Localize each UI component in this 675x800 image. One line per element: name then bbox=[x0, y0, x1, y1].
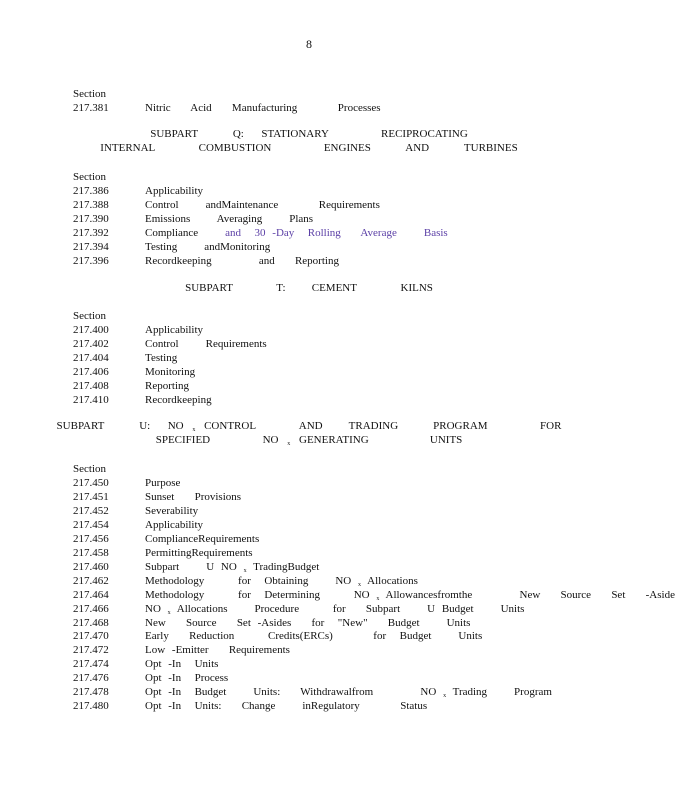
section-number: 217.410 bbox=[73, 393, 109, 406]
page-number: 8 bbox=[306, 37, 312, 51]
subscript-x: x bbox=[443, 693, 447, 700]
section-number: 217.381 bbox=[73, 102, 109, 114]
toc-entry bbox=[73, 477, 593, 491]
section-title bbox=[145, 547, 253, 559]
section-title-text: Opt -In Units bbox=[145, 658, 219, 671]
toc-entry bbox=[73, 352, 593, 366]
subpart-heading: SPECIFIED NO $_x$ GENERATING UNITS bbox=[155, 434, 463, 447]
toc-entry bbox=[73, 700, 593, 714]
section-title-text: Applicability bbox=[145, 185, 204, 197]
section-number: 217.470 bbox=[73, 630, 109, 643]
toc-entry bbox=[73, 213, 593, 227]
subpart-heading: SUBPART U: NO $_x$ CONTROL AND TRADING PROGRAM FOR bbox=[56, 420, 562, 433]
section-number: 217.454 bbox=[73, 518, 109, 531]
section-title-text: ComplianceRequirements bbox=[145, 532, 260, 545]
section-number: 217.466 bbox=[73, 602, 109, 615]
toc-entry bbox=[73, 102, 593, 116]
section-title bbox=[145, 199, 380, 211]
toc-entry bbox=[73, 617, 593, 631]
toc-entry bbox=[73, 380, 593, 394]
section-number: 217.472 bbox=[73, 644, 109, 657]
section-number: 217.388 bbox=[73, 198, 109, 211]
section-title-text: New Source Set -Asides for "New" Budget Units bbox=[145, 616, 471, 629]
section-number: 217.400 bbox=[73, 324, 109, 336]
toc-entry bbox=[73, 491, 593, 505]
toc-entry bbox=[73, 324, 593, 338]
section-number: 217.452 bbox=[73, 504, 109, 517]
section-title bbox=[145, 644, 290, 656]
section-title-text: Severability bbox=[145, 504, 199, 517]
section-number: 217.474 bbox=[73, 658, 109, 671]
section-number: 217.396 bbox=[73, 254, 109, 267]
section-number: 217.392 bbox=[73, 226, 109, 239]
section-number: 217.451 bbox=[73, 490, 109, 503]
section-title bbox=[145, 686, 552, 699]
section-title-text: Applicability bbox=[145, 324, 204, 336]
section-title bbox=[145, 352, 177, 364]
section-title-text: Control andMaintenance Requirements bbox=[145, 198, 380, 211]
toc-entry bbox=[73, 255, 593, 269]
section-label: Section bbox=[73, 310, 106, 322]
section-title bbox=[145, 380, 189, 392]
section-number: 217.404 bbox=[73, 351, 109, 364]
section-title bbox=[145, 575, 418, 588]
section-number: 217.462 bbox=[73, 574, 109, 587]
section-title bbox=[145, 213, 313, 225]
section-title-text: Methodology for Determining NO $_x$ Allowancesfromthe New Source Set -Aside bbox=[145, 588, 675, 602]
section-number: 217.476 bbox=[73, 672, 109, 685]
toc-entry bbox=[73, 519, 593, 533]
subscript-x: x bbox=[357, 581, 361, 588]
toc-entry bbox=[73, 672, 593, 686]
section-number: 217.390 bbox=[73, 212, 109, 225]
section-title bbox=[145, 617, 470, 629]
section-title-text: Opt -In Units: Change inRegulatory Status bbox=[145, 700, 428, 713]
section-number: 217.458 bbox=[73, 546, 109, 559]
subpart-heading: INTERNAL COMBUSTION ENGINES AND TURBINES bbox=[100, 142, 518, 154]
section-title bbox=[145, 227, 448, 239]
section-title bbox=[145, 533, 259, 545]
section-number: 217.450 bbox=[73, 477, 109, 489]
section-label: Section bbox=[73, 463, 106, 475]
section-title-text: Applicability bbox=[145, 518, 204, 531]
section-title bbox=[145, 505, 198, 517]
toc-entry bbox=[73, 603, 593, 617]
section-title-text: Recordkeeping bbox=[145, 393, 212, 406]
toc-entry bbox=[73, 394, 593, 408]
section-title bbox=[145, 561, 319, 574]
section-title-text: Recordkeeping and Reporting bbox=[145, 254, 339, 267]
section-title bbox=[145, 672, 228, 684]
toc-entry bbox=[73, 227, 593, 241]
section-title-text: Opt -In Budget Units: Withdrawalfrom NO $_x$ Trading Program bbox=[145, 686, 552, 700]
toc-entry bbox=[73, 644, 593, 658]
section-title bbox=[145, 658, 218, 670]
section-title bbox=[145, 185, 203, 197]
toc-entry bbox=[73, 533, 593, 547]
section-title-text: Monitoring bbox=[145, 365, 196, 378]
section-number: 217.460 bbox=[73, 560, 109, 573]
section-number: 217.480 bbox=[73, 700, 109, 713]
section-title-text: Opt -In Process bbox=[145, 672, 229, 685]
section-title bbox=[145, 255, 339, 267]
section-title bbox=[145, 394, 212, 406]
subscript-x: x bbox=[287, 441, 291, 447]
section-number: 217.464 bbox=[73, 588, 109, 601]
section-title-text: Testing andMonitoring bbox=[145, 240, 271, 253]
section-title-text: Purpose bbox=[145, 477, 181, 489]
section-number: 217.402 bbox=[73, 337, 109, 350]
section-title bbox=[145, 338, 267, 350]
section-number: 217.394 bbox=[73, 240, 109, 253]
toc-entry bbox=[73, 199, 593, 213]
section-title-text: PermittingRequirements bbox=[145, 546, 253, 559]
section-title-text: Subpart U NO $_x$ TradingBudget bbox=[145, 560, 320, 574]
section-title-text: Low -Emitter Requirements bbox=[145, 644, 290, 657]
toc-entry bbox=[73, 630, 593, 644]
subpart-heading: SUBPART T: CEMENT KILNS bbox=[185, 282, 433, 294]
toc-entry bbox=[73, 588, 675, 603]
section-title-text: Early Reduction Credits(ERCs) for Budget Units bbox=[145, 630, 483, 643]
toc-entry bbox=[73, 241, 593, 255]
subscript-x: x bbox=[192, 427, 196, 433]
section-title bbox=[145, 603, 524, 616]
toc-entry bbox=[73, 547, 593, 561]
toc-entry bbox=[73, 561, 593, 575]
toc-entry bbox=[73, 505, 593, 519]
section-title-text: Nitric Acid Manufacturing Processes bbox=[145, 102, 381, 114]
toc-entry bbox=[73, 366, 593, 380]
section-title-text: Methodology for Obtaining NO $_x$ Allocations bbox=[145, 574, 418, 588]
section-title-text: Compliance bbox=[145, 226, 199, 239]
section-title bbox=[145, 589, 675, 602]
section-title-text: Control Requirements bbox=[145, 337, 267, 350]
toc-entry bbox=[73, 686, 593, 700]
subpart-heading: SUBPART Q: STATIONARY RECIPROCATING bbox=[150, 128, 468, 140]
section-title bbox=[145, 477, 180, 489]
subscript-x: x bbox=[376, 595, 380, 602]
section-title bbox=[145, 700, 427, 712]
section-number: 217.386 bbox=[73, 185, 109, 197]
section-title-text: Reporting bbox=[145, 379, 189, 392]
section-title bbox=[145, 630, 482, 642]
section-title-text: Emissions Averaging Plans bbox=[145, 212, 314, 225]
section-label: Section bbox=[73, 171, 106, 183]
section-title-text: Sunset Provisions bbox=[145, 490, 242, 503]
subscript-x: x bbox=[243, 567, 247, 574]
section-title bbox=[145, 519, 203, 531]
section-title bbox=[145, 241, 270, 253]
section-title bbox=[145, 366, 195, 378]
section-title bbox=[145, 491, 241, 503]
toc-entry bbox=[73, 575, 593, 589]
toc-entry bbox=[73, 658, 593, 672]
section-label: Section bbox=[73, 88, 106, 100]
section-title-text: Testing bbox=[145, 351, 178, 364]
section-number: 217.456 bbox=[73, 532, 109, 545]
section-number: 217.408 bbox=[73, 379, 109, 392]
section-title-text: NO $_x$ Allocations Procedure for Subpart U Budget Units bbox=[145, 602, 525, 616]
section-title bbox=[145, 102, 381, 114]
section-number: 217.468 bbox=[73, 616, 109, 629]
section-title-accent: and 30 -Day Rolling Average Basis bbox=[198, 226, 448, 239]
section-number: 217.406 bbox=[73, 365, 109, 378]
section-title bbox=[145, 324, 203, 336]
subscript-x: x bbox=[167, 609, 171, 616]
toc-entry bbox=[73, 185, 593, 199]
section-number: 217.478 bbox=[73, 686, 109, 699]
toc-entry bbox=[73, 338, 593, 352]
